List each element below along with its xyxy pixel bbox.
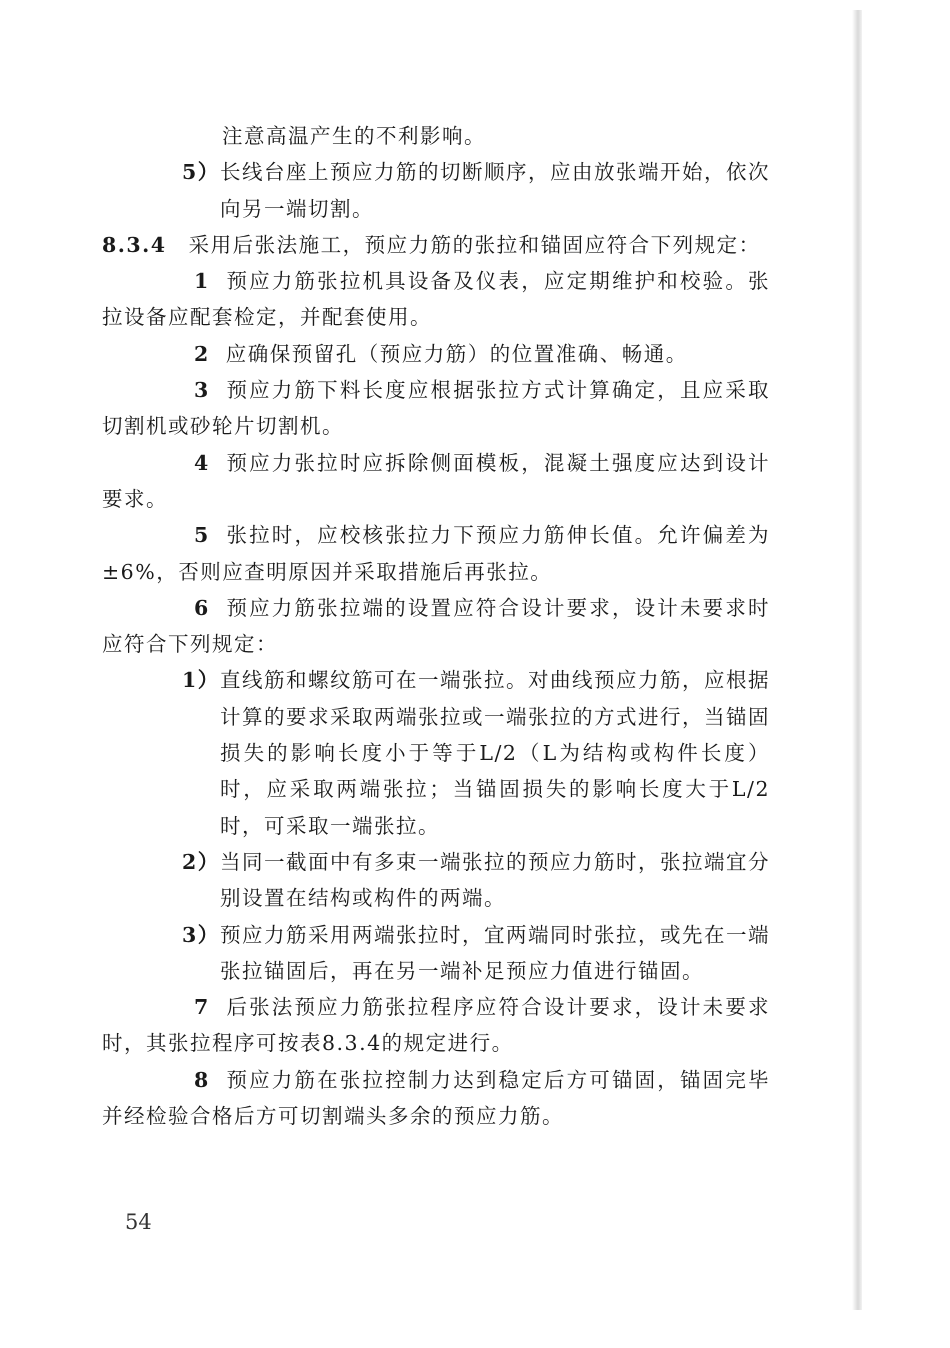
- section-text: 采用后张法施工，预应力筋的张拉和锚固应符合下列规定：: [188, 232, 761, 257]
- sub-item-5: [102, 154, 770, 227]
- sub-item-label: 5）: [182, 160, 220, 185]
- sub-item-label: 2）: [182, 849, 220, 874]
- clause-2: [102, 336, 770, 372]
- page-body: [102, 118, 770, 1134]
- clause-text: 预应力筋在张拉控制力达到稳定后方可锚固，锚固完毕并经检验合格后方可切割端头多余的预应力筋。: [102, 1067, 770, 1129]
- clause-number: 4: [194, 450, 210, 475]
- sub-item-label: 3）: [182, 922, 220, 947]
- clause-text: 预应力张拉时应拆除侧面模板，混凝土强度应达到设计要求。: [102, 450, 770, 511]
- sub-item-text: 直线筋和螺纹筋可在一端张拉。对曲线预应力筋，应根据计算的要求采取两端张拉或一端张拉的方式进行，当锚固损失的影响长度小于等于L/2（L为结构或构件长度）时，应采取两端张拉；当锚固损失的影响长度大于L/2时，可采取一端张拉。: [220, 668, 770, 838]
- clause-number: 8: [194, 1067, 210, 1092]
- clause-number: 3: [194, 378, 210, 403]
- sub-item-2: [102, 844, 770, 917]
- clause-text: 预应力筋张拉机具设备及仪表，应定期维护和校验。张拉设备应配套检定，并配套使用。: [102, 269, 770, 330]
- sub-item-text: 长线台座上预应力筋的切断顺序，应由放张端开始，依次向另一端切割。: [220, 160, 770, 221]
- clause-number: 2: [194, 341, 210, 366]
- clause-5: [102, 517, 770, 590]
- clause-text: 应确保预留孔（预应力筋）的位置准确、畅通。: [225, 341, 688, 366]
- clause-4: [102, 445, 770, 518]
- sub-item-label: 1）: [182, 668, 220, 693]
- section-number: 8.3.4: [102, 232, 167, 257]
- section-8-3-4: [102, 227, 770, 263]
- page-edge-shadow: [852, 10, 862, 1310]
- clause-text: 后张法预应力筋张拉程序应符合设计要求，设计未要求时，其张拉程序可按表8.3.4的规定进行。: [102, 995, 770, 1056]
- clause-7: [102, 989, 770, 1062]
- page-number: 54: [125, 1210, 152, 1234]
- clause-number: 1: [194, 269, 210, 294]
- clause-number: 5: [194, 523, 210, 548]
- sub-item-text: 预应力筋采用两端张拉时，宜两端同时张拉，或先在一端张拉锚固后，再在另一端补足预应力值进行锚固。: [220, 922, 770, 983]
- sub-item-1: [102, 662, 770, 843]
- clause-1: [102, 263, 770, 336]
- sub-item-3: [102, 917, 770, 990]
- clause-text: 张拉时，应校核张拉力下预应力筋伸长值。允许偏差为±6%，否则应查明原因并采取措施后再张拉。: [102, 523, 770, 584]
- clause-6: [102, 590, 770, 663]
- clause-number: 7: [194, 995, 210, 1020]
- clause-3: [102, 372, 770, 445]
- continued-text: 注意高温产生的不利影响。: [222, 124, 486, 148]
- clause-8: [102, 1062, 770, 1135]
- clause-number: 6: [194, 595, 210, 620]
- sub-item-text: 当同一截面中有多束一端张拉的预应力筋时，张拉端宜分别设置在结构或构件的两端。: [220, 849, 770, 911]
- clause-text: 预应力筋张拉端的设置应符合设计要求，设计未要求时应符合下列规定：: [102, 595, 770, 657]
- clause-text: 预应力筋下料长度应根据张拉方式计算确定，且应采取切割机或砂轮片切割机。: [102, 378, 770, 439]
